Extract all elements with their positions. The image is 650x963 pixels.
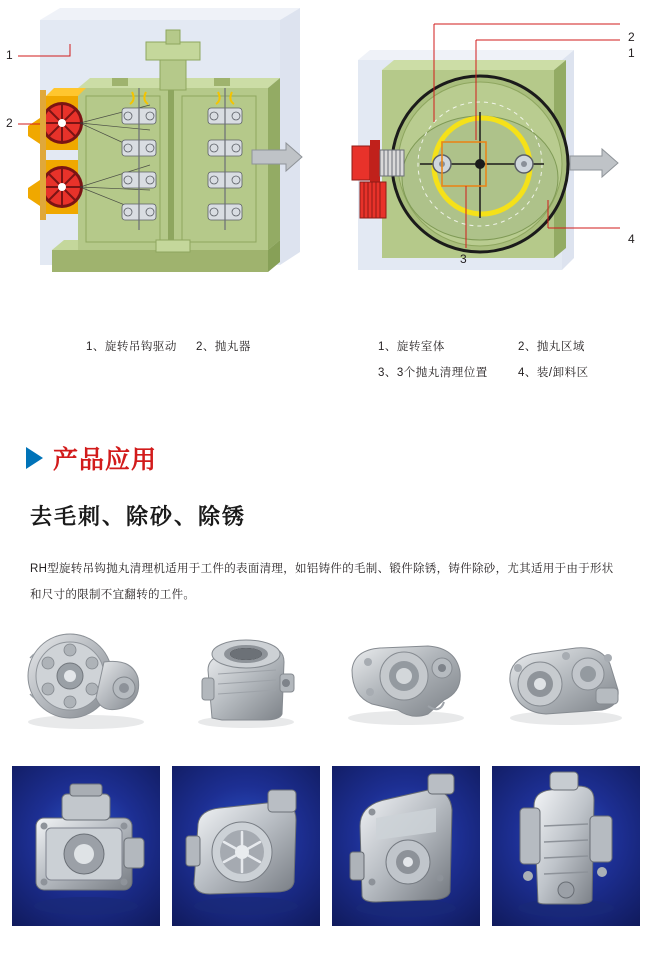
right-caption-item-2: 2、抛丸区域 (518, 341, 585, 353)
right-diagram-label-2: 2 (628, 30, 636, 44)
right-diagram-illustration (330, 0, 650, 330)
right-diagram (330, 0, 650, 379)
left-caption-item-2: 2、抛丸器 (196, 341, 251, 353)
section-title: 产品应用 (53, 446, 158, 474)
left-diagram (0, 0, 330, 353)
gearbox-cover-photo (492, 618, 640, 738)
left-caption-item-1: 1、旋转吊钩驱动 (86, 341, 177, 353)
transmission-case-photo (332, 766, 480, 926)
gearbox-casting-photo (12, 766, 160, 926)
turbo-housing-photo (172, 766, 320, 926)
pump-housing-photo (332, 618, 480, 738)
left-diagram-label-2: 2 (6, 116, 14, 130)
gallery-blue-row (12, 766, 640, 926)
valve-body-photo (492, 766, 640, 926)
right-caption-item-1: 1、旋转室体 (378, 341, 445, 353)
section-subtitle: 去毛刺、除砂、除锈 (30, 504, 247, 529)
gallery-white-row (12, 618, 640, 738)
left-diagram-illustration (0, 0, 330, 330)
diagram-section (0, 0, 650, 400)
right-caption-item-4: 4、装/卸料区 (518, 367, 589, 379)
right-diagram-label-1: 1 (628, 46, 636, 60)
page-bottom-spacer (0, 935, 650, 963)
triangle-bullet-icon (26, 447, 43, 469)
engine-bracket-photo (172, 618, 320, 738)
alternator-housing-photo (12, 618, 160, 738)
right-caption-item-3: 3、3个抛丸清理位置 (378, 367, 488, 379)
right-diagram-label-4: 4 (628, 232, 636, 246)
left-diagram-label-1: 1 (6, 48, 14, 62)
section-header (26, 440, 157, 476)
right-diagram-label-3: 3 (460, 252, 468, 266)
section-body-text: RH型旋转吊钩抛丸清理机适用于工件的表面清理，如铝铸件的毛制、锻件除锈，铸件除砂，尤其适用于由于形状和尺寸的限制不宜翻转的工件。 (30, 563, 614, 601)
